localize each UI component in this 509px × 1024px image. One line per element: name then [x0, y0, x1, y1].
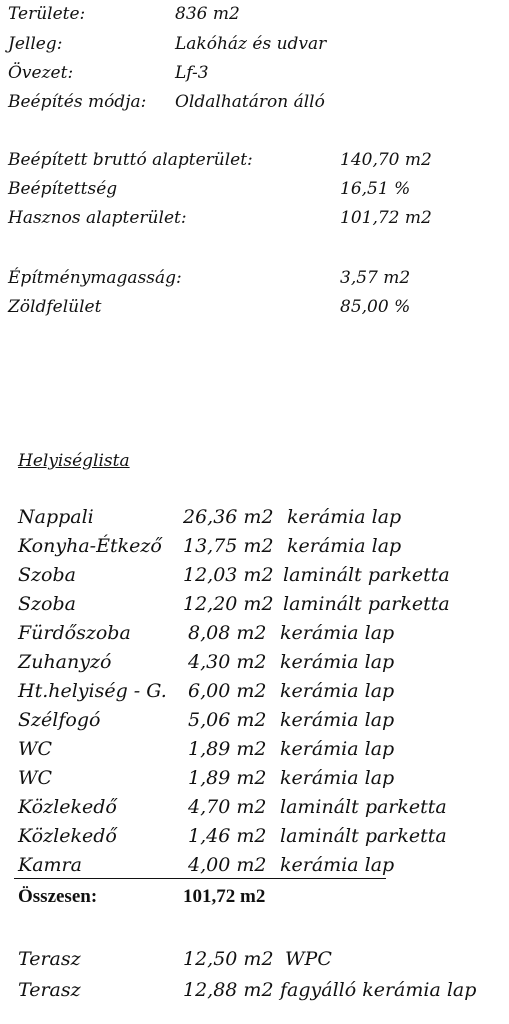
room-floor: kerámia lap [280, 680, 395, 702]
room-floor: laminált parketta [283, 593, 450, 615]
room-floor: laminált parketta [283, 564, 450, 586]
room-name: Közlekedő [18, 796, 117, 818]
info-label: Beépítés módja: [8, 92, 147, 112]
room-name: Nappali [18, 506, 94, 528]
room-area: 8,08 m2 [188, 622, 267, 644]
room-area: 1,46 m2 [188, 825, 267, 847]
room-list-title: Helyiséglista [18, 451, 130, 471]
info-value: Lf-3 [175, 63, 209, 83]
info-label: Jelleg: [8, 34, 63, 54]
room-area: 4,70 m2 [188, 796, 267, 818]
room-area: 1,89 m2 [188, 767, 267, 789]
room-name: Szoba [18, 593, 76, 615]
room-area: 12,03 m2 [183, 564, 274, 586]
metric-value: 3,57 m2 [340, 268, 411, 288]
info-value: 836 m2 [175, 4, 240, 24]
room-area: 12,20 m2 [183, 593, 274, 615]
room-name: Közlekedő [18, 825, 117, 847]
room-floor: kerámia lap [280, 767, 395, 789]
info-value: Oldalhatáron álló [175, 92, 325, 112]
room-floor: kerámia lap [280, 854, 395, 876]
room-name: Kamra [18, 854, 82, 876]
room-name: Szélfogó [18, 709, 101, 731]
room-floor: kerámia lap [280, 709, 395, 731]
terrace-name: Terasz [18, 979, 81, 1001]
room-area: 4,00 m2 [188, 854, 267, 876]
terrace-floor: fagyálló kerámia lap [280, 979, 477, 1001]
terrace-floor: WPC [285, 948, 332, 970]
room-floor: laminált parketta [280, 796, 447, 818]
total-divider [14, 878, 386, 879]
metric-label: Beépítettség [8, 179, 118, 199]
total-value: 101,72 m2 [183, 886, 266, 907]
terrace-area: 12,88 m2 [183, 979, 274, 1001]
room-floor: laminált parketta [280, 825, 447, 847]
room-floor: kerámia lap [280, 622, 395, 644]
metric-value: 85,00 % [340, 297, 411, 317]
terrace-area: 12,50 m2 [183, 948, 274, 970]
metric-label: Hasznos alapterület: [8, 208, 187, 228]
terrace-name: Terasz [18, 948, 81, 970]
room-name: Fürdőszoba [18, 622, 131, 644]
room-name: Zuhanyzó [18, 651, 112, 673]
room-name: Szoba [18, 564, 76, 586]
room-area: 26,36 m2 [183, 506, 274, 528]
room-name: WC [18, 738, 53, 760]
room-area: 5,06 m2 [188, 709, 267, 731]
metric-label: Zöldfelület [8, 297, 102, 317]
room-name: Ht.helyiség - G. [18, 680, 167, 702]
room-area: 6,00 m2 [188, 680, 267, 702]
room-name: WC [18, 767, 53, 789]
metric-value: 101,72 m2 [340, 208, 432, 228]
metric-value: 16,51 % [340, 179, 411, 199]
room-name: Konyha-Étkező [18, 535, 162, 557]
info-label: Területe: [8, 4, 86, 24]
room-area: 4,30 m2 [188, 651, 267, 673]
metric-value: 140,70 m2 [340, 150, 432, 170]
metric-label: Építménymagasság: [8, 268, 182, 288]
room-area: 13,75 m2 [183, 535, 274, 557]
room-floor: kerámia lap [280, 651, 395, 673]
room-floor: kerámia lap [287, 506, 402, 528]
info-value: Lakóház és udvar [175, 34, 327, 54]
info-label: Övezet: [8, 63, 74, 83]
total-label: Összesen: [18, 886, 98, 907]
room-floor: kerámia lap [280, 738, 395, 760]
room-area: 1,89 m2 [188, 738, 267, 760]
metric-label: Beépített bruttó alapterület: [8, 150, 253, 170]
room-floor: kerámia lap [287, 535, 402, 557]
